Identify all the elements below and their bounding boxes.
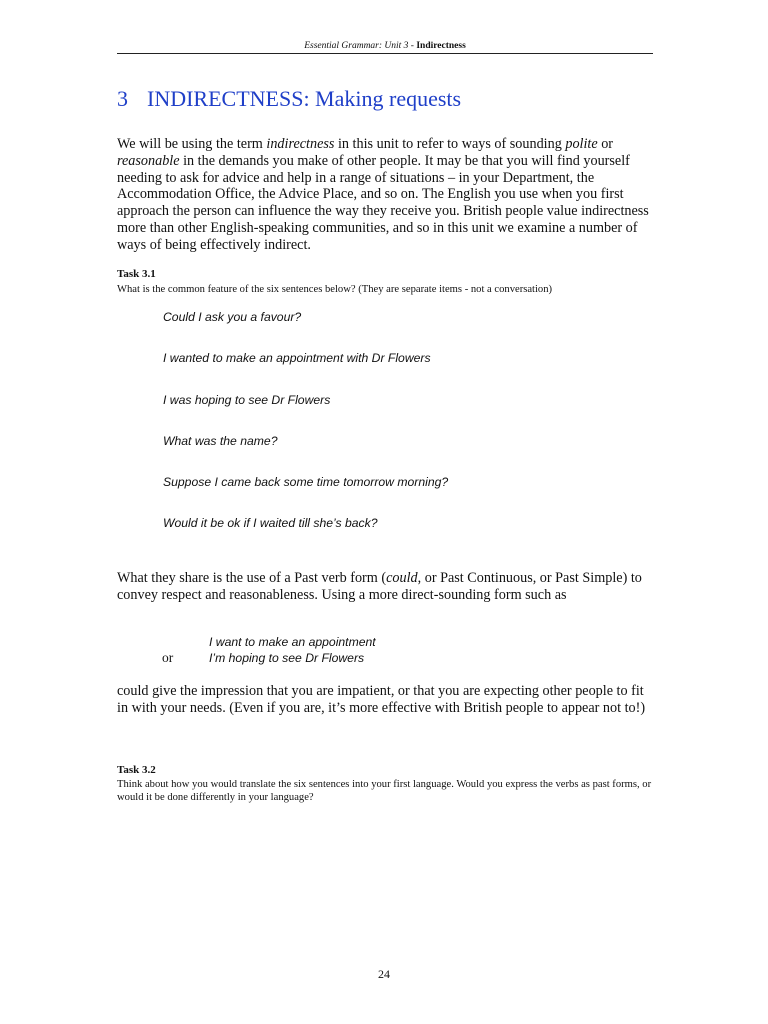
- direct-form-example: I want to make an appointment: [209, 635, 376, 649]
- task-3-1-heading: Task 3.1: [117, 268, 156, 280]
- section-number: 3: [117, 86, 128, 111]
- running-header-text: Essential Grammar: Unit 3 -: [304, 41, 417, 51]
- or-label: or: [162, 650, 174, 665]
- intro-text-4: in the demands you make of other people. It may be that you will find yourself needing to ask for advice and help in a range of situations – in your Department, the Accommodation Office, the Advice Place, and so on. The English you use when you first approach the person can influence the way they receive you. British people value indirectness more than other English-speaking communities, and so in this unit we examine a number of ways of being effectively indirect.: [117, 152, 649, 253]
- share-could: could: [386, 570, 418, 586]
- example-sentence: Suppose I came back some time tomorrow morning?: [163, 475, 449, 489]
- running-header: [117, 41, 653, 54]
- share-paragraph: [117, 570, 657, 604]
- share-text-2: , or Past Continuous, or Past Simple) to convey respect and reasonableness. Using a more direct-sounding form such as: [117, 570, 642, 603]
- intro-polite: polite: [565, 136, 598, 152]
- example-sentence: I was hoping to see Dr Flowers: [163, 393, 331, 407]
- page-title: [117, 86, 461, 112]
- impression-paragraph: could give the impression that you are impatient, or that you are expecting other people to fit in with your needs. (Even if you are, it’s more effective with British people to appear not to!): [117, 683, 646, 716]
- intro-term: indirectness: [266, 136, 335, 152]
- task-3-2-question: Think about how you would translate the six sentences into your first language. Would you express the verbs as past forms, or would it be done differently in your language?: [117, 779, 652, 803]
- example-sentence: Could I ask you a favour?: [163, 310, 302, 324]
- section-title: INDIRECTNESS: Making requests: [147, 86, 462, 111]
- task-3-1-question: What is the common feature of the six sentences below? (They are separate items - not a conversation): [117, 284, 553, 295]
- direct-form-example: I’m hoping to see Dr Flowers: [209, 651, 365, 665]
- intro-text-2: in this unit to refer to ways of sounding: [334, 136, 566, 152]
- share-text-1: What they share is the use of a Past verb form (: [117, 570, 387, 586]
- intro-paragraph: [117, 136, 657, 254]
- intro-text-1: We will be using the term: [117, 136, 267, 152]
- example-sentence: What was the name?: [163, 434, 278, 448]
- intro-text-3: or: [597, 136, 614, 152]
- task-3-2-heading: Task 3.2: [117, 764, 156, 776]
- running-header-bold: Indirectness: [416, 41, 466, 51]
- intro-reasonable: reasonable: [117, 152, 180, 169]
- example-sentence: Would it be ok if I waited till she’s back?: [163, 516, 378, 530]
- page-number: 24: [378, 967, 390, 981]
- example-sentence: I wanted to make an appointment with Dr Flowers: [163, 351, 431, 365]
